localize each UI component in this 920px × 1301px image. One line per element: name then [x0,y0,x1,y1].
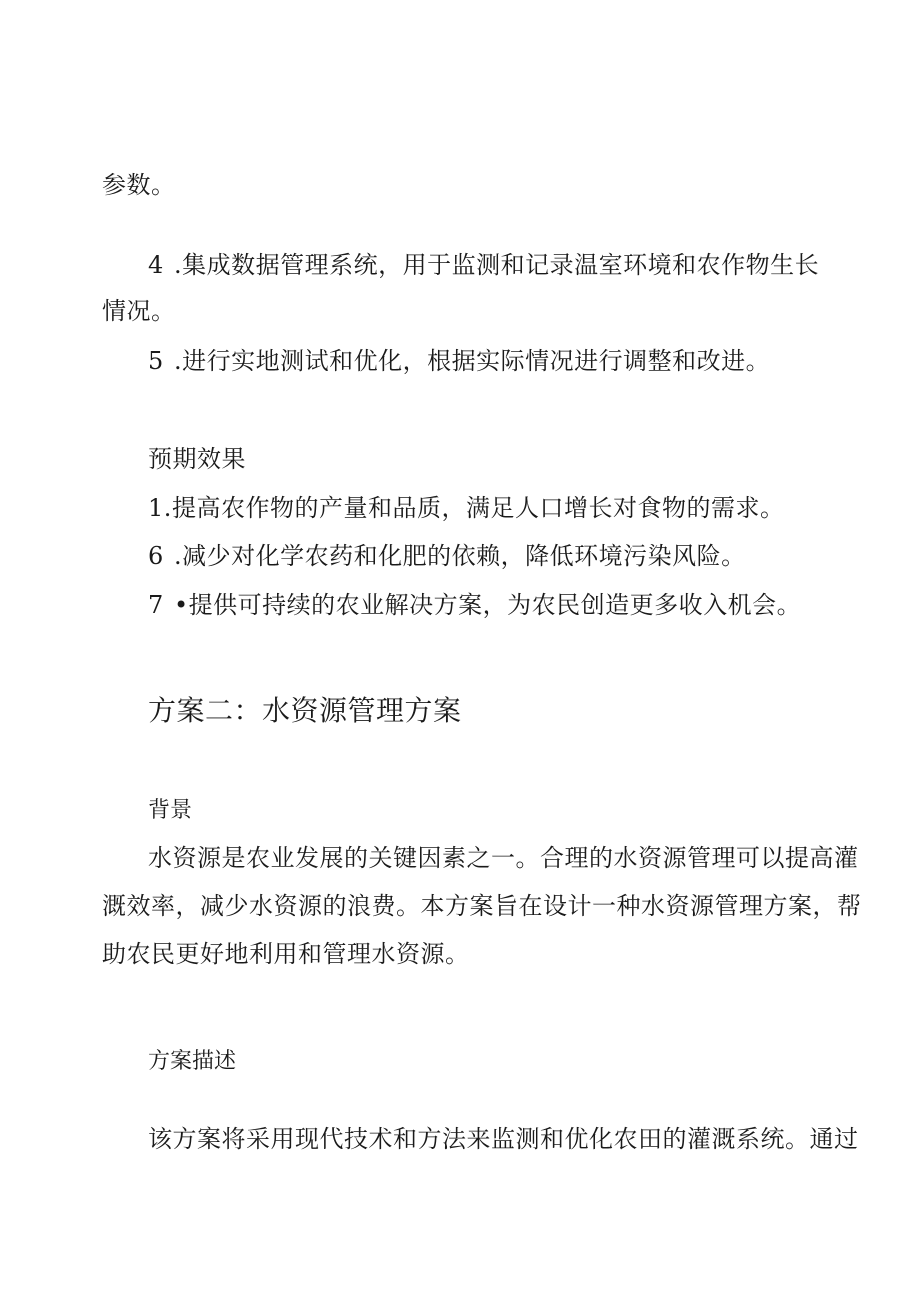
step-item-4-continuation: 情况。 [102,297,176,325]
background-title: 背景 [148,798,193,823]
paragraph-fragment: 参数。 [102,171,176,199]
item-number: 6 [148,542,164,570]
step-number: 4 [148,251,164,279]
expected-item-1 [148,493,785,523]
step-item-4 [148,250,819,280]
description-title: 方案描述 [148,1049,237,1074]
background-line-1: 水资源是农业发展的关键因素之一。合理的水资源管理可以提高灌 [148,844,859,872]
expected-item-2 [148,541,746,571]
item-number: 1. [148,494,172,522]
step-number: 5 [148,347,164,375]
item-text: 提高农作物的产量和品质，满足人口增长对食物的需求。 [172,494,785,522]
background-line-2: 溉效率，减少水资源的浪费。本方案旨在设计一种水资源管理方案，帮 [102,892,862,920]
item-text: .减少对化学农药和化肥的依赖，降低环境污染风险。 [174,542,746,570]
background-line-3: 助农民更好地利用和管理水资源。 [102,940,470,968]
step-text: .集成数据管理系统，用于监测和记录温室环境和农作物生长 [174,251,820,279]
item-number: 7 [148,591,164,619]
expected-title: 预期效果 [148,445,246,473]
expected-item-3 [148,590,801,620]
step-text: .进行实地测试和优化，根据实际情况进行调整和改进。 [174,347,771,375]
description-line-1: 该方案将采用现代技术和方法来监测和优化农田的灌溉系统。通过 [148,1125,859,1153]
step-item-5 [148,346,770,376]
section-title-plan2: 方案二：水资源管理方案 [148,694,462,727]
item-text: •提供可持续的农业解决方案，为农民创造更多收入机会。 [174,591,802,619]
